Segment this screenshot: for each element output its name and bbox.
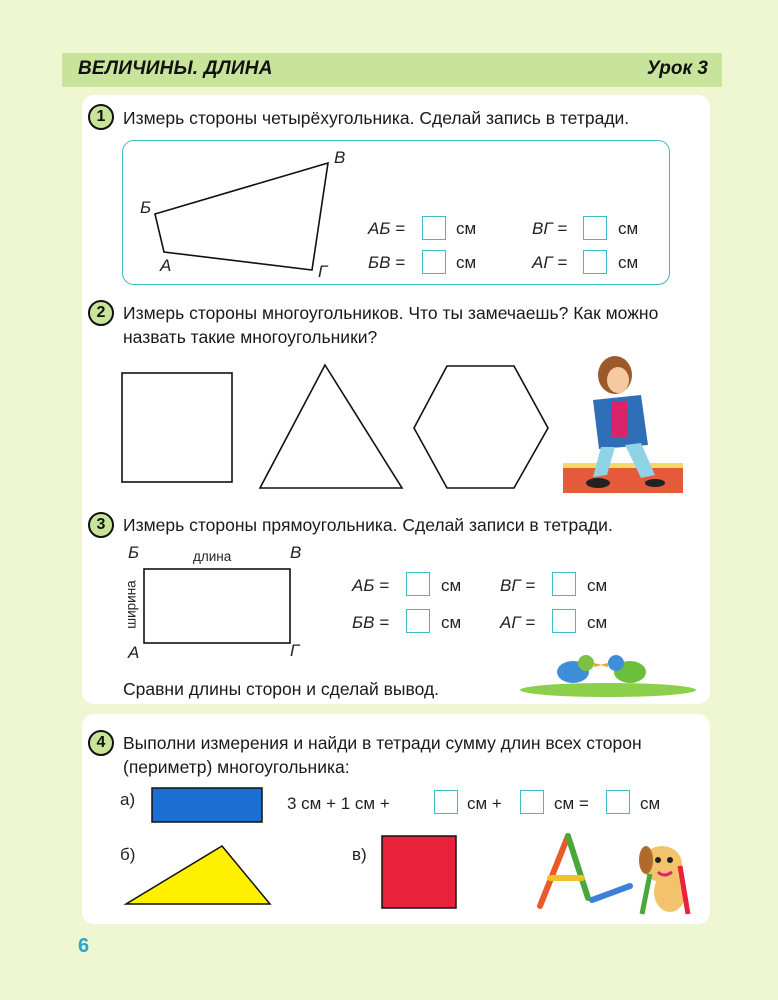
rect-eq-label-ab: АБ =	[352, 576, 390, 595]
vertex-v: В	[334, 148, 346, 167]
perimeter-expression: 3 см + 1 см +	[287, 794, 390, 813]
rect-answer-box-ab[interactable]	[406, 572, 430, 596]
rect-eq-label-bv: БВ =	[352, 613, 390, 632]
rect-eq-label-ag: АГ =	[500, 613, 536, 632]
blue-rectangle-figure	[150, 786, 266, 826]
task-3-text: Измерь стороны прямоугольника. Сделай записи в тетради.	[123, 515, 613, 535]
unit-cm: см	[456, 219, 477, 238]
rect-answer-box-ag[interactable]	[552, 609, 576, 633]
birds-illustration	[518, 650, 698, 698]
rect-answer-box-vg[interactable]	[552, 572, 576, 596]
answer-box-bv[interactable]	[422, 250, 446, 274]
task-number-2: 2	[88, 300, 114, 326]
task-1-text: Измерь стороны четырёхугольника. Сделай запись в тетради.	[123, 108, 630, 128]
length-label: длина	[193, 549, 232, 564]
task-number-4: 4	[88, 730, 114, 756]
square-shape	[122, 373, 232, 482]
polygons-figure	[120, 360, 580, 495]
rect-eq-label-vg: ВГ =	[500, 576, 536, 595]
task-2-text-line1: Измерь стороны многоугольников. Что ты замечаешь? Как можно	[123, 303, 659, 323]
section-title: ВЕЛИЧИНЫ. ДЛИНА	[78, 58, 273, 79]
eq-label-ag: АГ =	[532, 253, 568, 272]
rect-vertex-g: Г	[290, 641, 300, 660]
unit-cm: см	[618, 253, 639, 272]
vertex-g: Г	[318, 262, 328, 281]
task-4-text-line2: (периметр) многоугольника:	[123, 757, 350, 777]
perimeter-unit-2: см =	[554, 794, 589, 813]
vertex-b: Б	[140, 198, 152, 217]
rect-vertex-b: Б	[128, 543, 140, 562]
triangle-shape	[260, 365, 402, 488]
red-square-figure	[380, 834, 460, 910]
answer-box-ag[interactable]	[583, 250, 607, 274]
pencils-dog-illustration	[530, 826, 700, 916]
rectangle-figure	[140, 567, 295, 647]
rect-vertex-a: А	[128, 643, 140, 662]
boy-illustration	[563, 345, 683, 495]
task-2-text-line2: назвать такие многоугольники?	[123, 327, 378, 347]
item-b-label: б)	[120, 845, 136, 864]
unit-cm: см	[618, 219, 639, 238]
task-number-3: 3	[88, 512, 114, 538]
hexagon-shape	[414, 366, 548, 488]
item-a-label: а)	[120, 790, 136, 809]
eq-label-bv: БВ =	[368, 253, 406, 272]
answer-box-vg[interactable]	[583, 216, 607, 240]
unit-cm: см	[587, 613, 608, 632]
perimeter-box-3[interactable]	[606, 790, 630, 814]
task-number-1: 1	[88, 104, 114, 130]
eq-label-vg: ВГ =	[532, 219, 568, 238]
unit-cm: см	[587, 576, 608, 595]
perimeter-unit-1: см +	[467, 794, 502, 813]
page-number: 6	[78, 935, 90, 957]
task-4-text-line1: Выполни измерения и найди в тетради сумму длин всех сторон	[123, 733, 642, 753]
unit-cm: см	[441, 613, 462, 632]
task-3-conclusion: Сравни длины сторон и сделай вывод.	[123, 679, 440, 699]
perimeter-unit-3: см	[640, 794, 661, 813]
eq-label-ab: АБ =	[368, 219, 406, 238]
lesson-label: Урок 3	[646, 58, 708, 79]
perimeter-box-2[interactable]	[520, 790, 544, 814]
answer-box-ab[interactable]	[422, 216, 446, 240]
width-label: ширина	[123, 580, 139, 629]
unit-cm: см	[456, 253, 477, 272]
item-v-label: в)	[352, 845, 367, 864]
vertex-a: А	[160, 256, 172, 275]
rect-answer-box-bv[interactable]	[406, 609, 430, 633]
rect-vertex-v: В	[290, 543, 302, 562]
unit-cm: см	[441, 576, 462, 595]
yellow-triangle-figure	[120, 842, 280, 908]
perimeter-box-1[interactable]	[434, 790, 458, 814]
